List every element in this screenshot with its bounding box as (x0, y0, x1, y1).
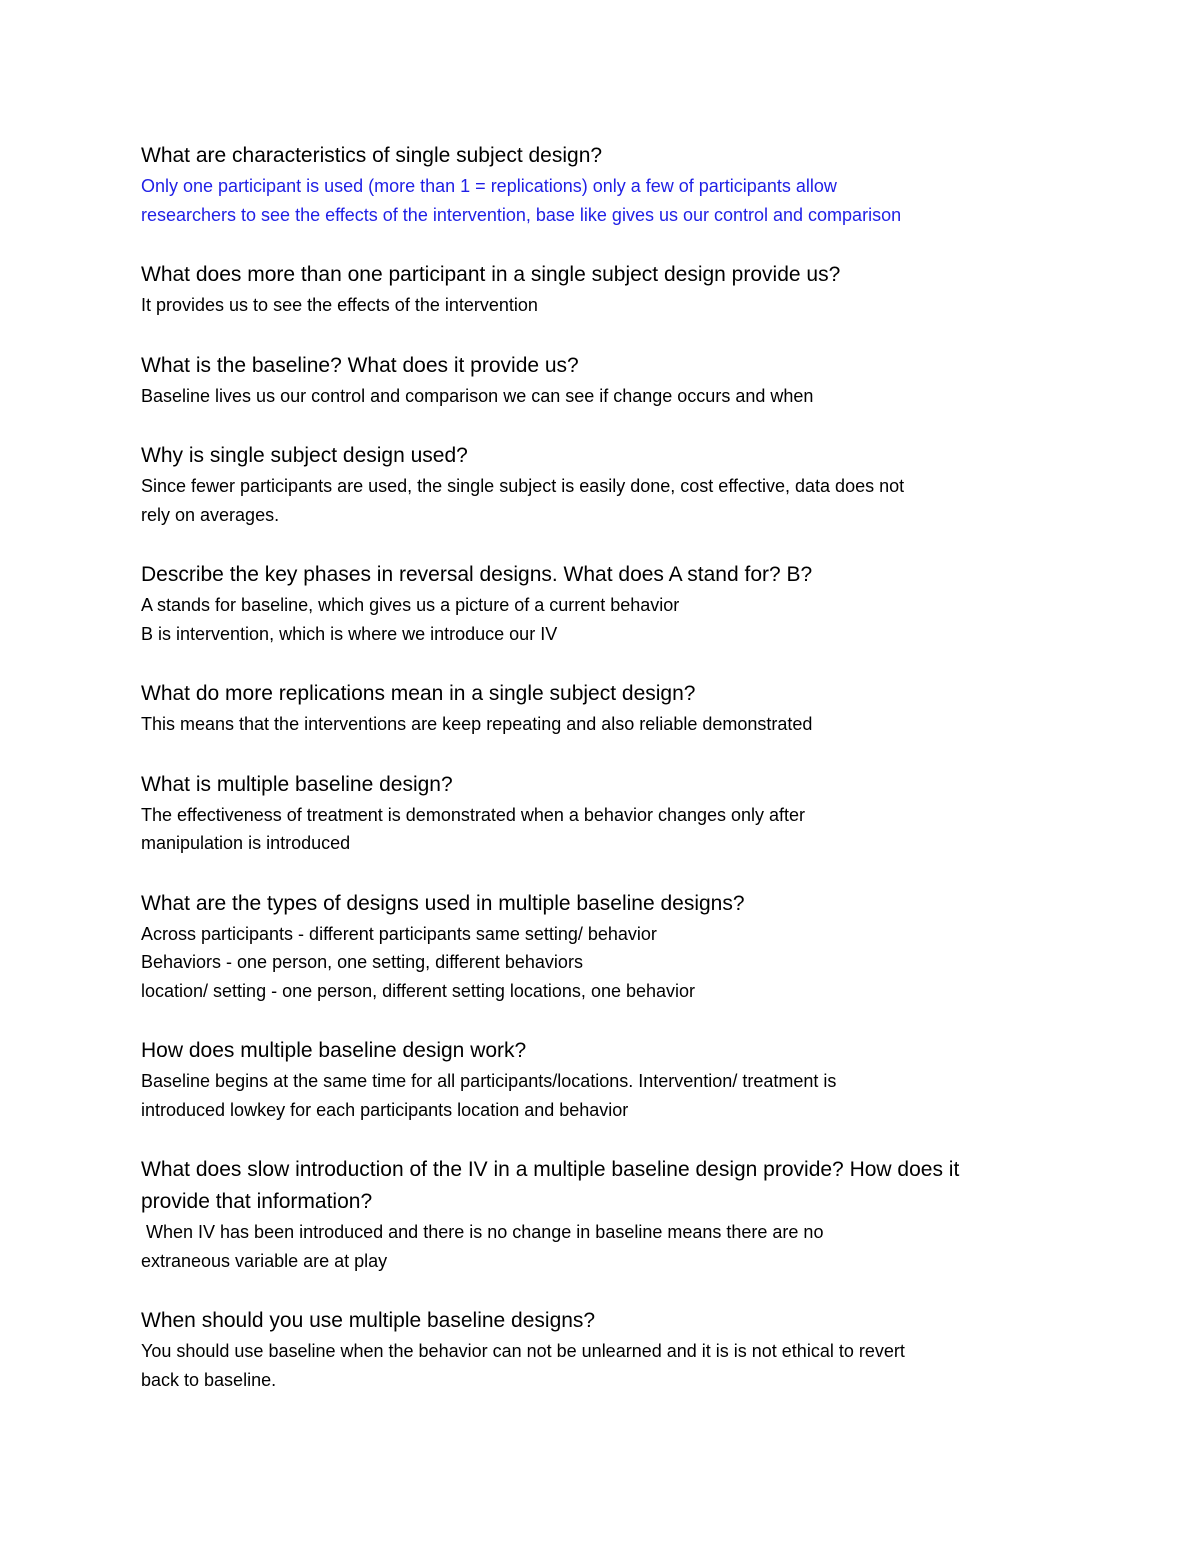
answer-line: manipulation is introduced (141, 833, 351, 853)
question-text: Describe the key phases in reversal designs. What does A stand for? B? (141, 563, 813, 586)
qa-block (141, 769, 1131, 858)
question-text: What do more replications mean in a single subject design? (141, 682, 696, 705)
answer-line: researchers to see the effects of the intervention, base like gives us our control and comparison (141, 204, 902, 225)
question-line: What does slow introduction of the IV in a multiple baseline design provide? How does it (141, 1158, 960, 1181)
answer-text (141, 1218, 1131, 1275)
question-text: What does more than one participant in a single subject design provide us? (141, 263, 841, 286)
answer-line: The effectiveness of treatment is demonstrated when a behavior changes only after (141, 804, 806, 825)
question-text: What are characteristics of single subject design? (141, 144, 603, 167)
answer-line: When IV has been introduced and there is no change in baseline means there are no (141, 1222, 824, 1242)
qa-block (141, 140, 1131, 229)
answer-line: Across participants - different participants same setting/ behavior (141, 923, 657, 944)
question-text (141, 1154, 1131, 1218)
answer-text (141, 710, 1131, 739)
qa-block (141, 888, 1131, 1006)
qa-block (141, 1305, 1131, 1394)
answer-line: Baseline begins at the same time for all participants/locations. Intervention/ treatment is (141, 1071, 837, 1091)
qa-block (141, 259, 1131, 320)
answer-line: back to baseline. (141, 1369, 277, 1390)
answer-line: A stands for baseline, which gives us a picture of a current behavior (141, 595, 680, 615)
qa-block (141, 678, 1131, 739)
question-text: What are the types of designs used in multiple baseline designs? (141, 891, 745, 915)
answer-line: It provides us to see the effects of the intervention (141, 295, 538, 315)
answer-text (141, 920, 1131, 1006)
answer-line: rely on averages. (141, 504, 280, 525)
answer-text (141, 382, 1131, 411)
qa-block (141, 1035, 1131, 1124)
answer-line: Baseline lives us our control and comparison we can see if change occurs and when (141, 385, 814, 406)
answer-text (141, 472, 1131, 529)
answer-line: Only one participant is used (more than 1 = replications) only a few of participants allow (141, 176, 837, 196)
question-text: When should you use multiple baseline designs? (141, 1309, 596, 1332)
answer-line: extraneous variable are at play (141, 1250, 388, 1271)
answer-line: You should use baseline when the behavior can not be unlearned and it is is not ethical to revert (141, 1341, 905, 1361)
answer-text (141, 591, 1131, 648)
answer-text (141, 1337, 1131, 1394)
question-text: How does multiple baseline design work? (141, 1039, 527, 1062)
answer-line: Behaviors - one person, one setting, different behaviors (141, 952, 583, 972)
answer-line: introduced lowkey for each participants location and behavior (141, 1099, 629, 1120)
document-page (141, 140, 1131, 1424)
qa-block (141, 350, 1131, 411)
qa-block (141, 440, 1131, 529)
qa-block (141, 1154, 1131, 1275)
answer-line: This means that the interventions are keep repeating and also reliable demonstrated (141, 714, 813, 734)
question-line: provide that information? (141, 1190, 373, 1213)
question-text: What is multiple baseline design? (141, 772, 453, 796)
question-text: Why is single subject design used? (141, 444, 468, 467)
answer-line: Since fewer participants are used, the single subject is easily done, cost effective, data does not (141, 476, 905, 496)
qa-block (141, 559, 1131, 648)
answer-text (141, 291, 1131, 320)
question-text: What is the baseline? What does it provide us? (141, 353, 579, 377)
answer-text (141, 172, 1131, 229)
answer-line: location/ setting - one person, different setting locations, one behavior (141, 980, 696, 1001)
answer-line: B is intervention, which is where we introduce our IV (141, 623, 558, 644)
answer-text (141, 1067, 1131, 1124)
answer-text (141, 801, 1131, 858)
